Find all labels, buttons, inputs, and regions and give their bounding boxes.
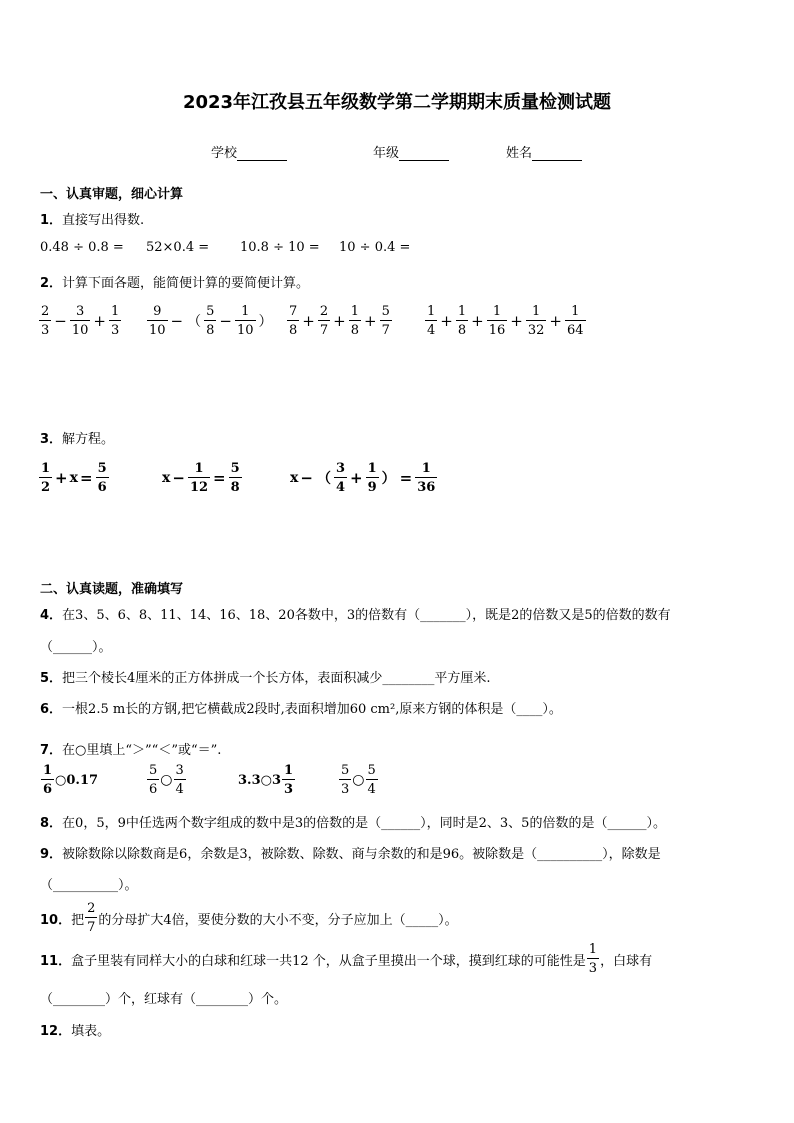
fraction-bar bbox=[174, 779, 186, 780]
numerator: 1 bbox=[367, 461, 377, 476]
text: ○ bbox=[160, 772, 173, 788]
text: 把三个棱长4厘米的正方体拼成一个长方体，表面积减少________平方厘米. bbox=[62, 671, 491, 686]
denominator: 8 bbox=[457, 323, 467, 338]
numerator: 1 bbox=[427, 304, 436, 319]
fraction-bar bbox=[318, 320, 330, 321]
fraction-bar bbox=[39, 320, 51, 321]
text: 5． bbox=[40, 671, 63, 686]
question-5 bbox=[40, 667, 490, 686]
text: 填表。 bbox=[71, 1024, 111, 1039]
operator: （ bbox=[316, 471, 331, 487]
fraction-bar bbox=[349, 320, 361, 321]
denominator: 3 bbox=[284, 782, 294, 797]
fraction bbox=[366, 462, 379, 494]
operator: ） bbox=[381, 471, 396, 487]
fraction-bar bbox=[339, 779, 351, 780]
denominator: 64 bbox=[566, 323, 584, 338]
operator: − bbox=[172, 469, 185, 487]
fraction-bar bbox=[565, 320, 586, 321]
numerator: 5 bbox=[206, 304, 215, 319]
fraction bbox=[85, 902, 97, 934]
denominator: 7 bbox=[381, 323, 390, 338]
fraction bbox=[96, 462, 109, 494]
numerator: 5 bbox=[381, 304, 390, 319]
fraction-bar bbox=[366, 779, 378, 780]
question-10 bbox=[40, 902, 458, 934]
text: 4． bbox=[40, 608, 63, 623]
numerator: 5 bbox=[230, 461, 240, 476]
numerator: 1 bbox=[350, 304, 359, 319]
operator: + bbox=[55, 469, 68, 487]
text: x bbox=[69, 470, 78, 486]
fraction bbox=[147, 764, 159, 796]
text: 7． bbox=[40, 743, 63, 758]
q2-expr-1 bbox=[38, 305, 122, 337]
fraction-bar bbox=[526, 320, 547, 321]
fraction-bar bbox=[282, 779, 295, 780]
text: 6． bbox=[40, 702, 63, 717]
denominator: 6 bbox=[43, 782, 53, 797]
numerator: 5 bbox=[149, 763, 158, 778]
q2-number: 2． bbox=[40, 276, 63, 291]
denominator: 8 bbox=[230, 480, 240, 495]
fraction bbox=[339, 764, 351, 796]
fraction-bar bbox=[188, 477, 210, 478]
text: 9． bbox=[40, 847, 63, 862]
fraction bbox=[425, 305, 437, 337]
operator: − bbox=[300, 469, 313, 487]
school-label: 学校 bbox=[211, 146, 238, 161]
denominator: 3 bbox=[588, 961, 598, 976]
fraction bbox=[565, 305, 586, 337]
operator: + bbox=[510, 312, 523, 330]
q7-item-2 bbox=[146, 764, 187, 796]
numerator: 1 bbox=[457, 304, 467, 319]
denominator: 8 bbox=[350, 323, 359, 338]
fraction-bar bbox=[456, 320, 468, 321]
numerator: 3 bbox=[175, 763, 184, 778]
numerator: 1 bbox=[194, 461, 204, 476]
grade-label: 年级 bbox=[373, 146, 400, 161]
numerator: 3 bbox=[75, 304, 85, 319]
operator: − bbox=[219, 312, 232, 330]
denominator: 16 bbox=[488, 323, 506, 338]
operator: = bbox=[79, 469, 93, 487]
text: 12． bbox=[40, 1024, 72, 1039]
fraction-bar bbox=[235, 320, 256, 321]
question-2 bbox=[40, 272, 309, 291]
fraction bbox=[456, 305, 468, 337]
text: 的分母扩大4倍，要使分数的大小不变，分子应加上（_____）。 bbox=[98, 912, 458, 928]
numerator: 1 bbox=[284, 763, 294, 778]
numerator: 1 bbox=[588, 942, 598, 957]
question-11-line-1 bbox=[40, 943, 652, 975]
numerator: 2 bbox=[319, 304, 329, 319]
fraction-bar bbox=[334, 477, 347, 478]
numerator: 2 bbox=[87, 901, 96, 916]
text: ○0.17 bbox=[55, 772, 99, 788]
fraction bbox=[109, 305, 121, 337]
question-1 bbox=[40, 209, 144, 228]
numerator: 1 bbox=[492, 304, 502, 319]
operator: ） bbox=[258, 314, 273, 330]
denominator: 10 bbox=[71, 323, 89, 338]
question-11-line-2: （________）个，红球有（________）个。 bbox=[40, 992, 288, 1007]
operator: + bbox=[93, 312, 106, 330]
text: 10． bbox=[40, 912, 72, 928]
name-label: 姓名 bbox=[506, 146, 533, 161]
fraction-bar bbox=[229, 477, 242, 478]
operator: + bbox=[440, 312, 453, 330]
q3-equation-1 bbox=[38, 462, 110, 494]
q1-number: 1． bbox=[40, 213, 63, 228]
fraction-bar bbox=[366, 477, 379, 478]
text: ，白球有 bbox=[600, 953, 653, 969]
denominator: 8 bbox=[289, 323, 298, 338]
operator: + bbox=[349, 469, 363, 487]
numerator: 1 bbox=[531, 304, 541, 319]
denominator: 3 bbox=[41, 323, 50, 338]
fraction bbox=[282, 764, 295, 796]
text: x bbox=[290, 470, 299, 486]
fraction-bar bbox=[287, 320, 299, 321]
denominator: 10 bbox=[149, 323, 166, 338]
q1-item-1: 0.48 ÷ 0.8 = bbox=[40, 240, 124, 255]
fraction-bar bbox=[487, 320, 508, 321]
q3-equation-3 bbox=[290, 462, 438, 494]
denominator: 32 bbox=[527, 323, 545, 338]
denominator: 3 bbox=[341, 782, 350, 797]
fraction bbox=[587, 943, 599, 975]
fraction-bar bbox=[425, 320, 437, 321]
q2-expr-4 bbox=[424, 305, 587, 337]
denominator: 4 bbox=[367, 782, 376, 797]
text: 一根2.5 m长的方钢,把它横截成2段时,表面积增加60 cm²,原来方钢的体积是（____）。 bbox=[62, 702, 562, 717]
school-blank[interactable] bbox=[237, 146, 287, 161]
denominator: 36 bbox=[417, 480, 436, 495]
fraction bbox=[174, 764, 186, 796]
denominator: 9 bbox=[367, 480, 377, 495]
text: 11． bbox=[40, 953, 72, 969]
denominator: 4 bbox=[335, 480, 345, 495]
operator: + bbox=[549, 312, 562, 330]
operator: + bbox=[471, 312, 484, 330]
q2-expr-3 bbox=[286, 305, 393, 337]
operator: = bbox=[213, 469, 226, 487]
name-blank[interactable] bbox=[532, 146, 582, 161]
fraction-bar bbox=[587, 958, 599, 959]
fraction bbox=[349, 305, 361, 337]
numerator: 1 bbox=[43, 763, 53, 778]
text: x bbox=[162, 470, 171, 486]
numerator: 1 bbox=[110, 304, 120, 319]
question-4-line-1 bbox=[40, 604, 671, 623]
name-field[interactable] bbox=[506, 142, 582, 161]
fraction bbox=[318, 305, 330, 337]
grade-blank[interactable] bbox=[399, 146, 449, 161]
q3-text: 解方程。 bbox=[62, 432, 115, 447]
text: 在○里填上“＞”“＜”或“＝”. bbox=[62, 743, 222, 758]
fraction bbox=[70, 305, 91, 337]
text: 在0，5，9中任选两个数字组成的数中是3的倍数的是（______），同时是2、3、5的倍数的是（______）。 bbox=[62, 816, 666, 831]
numerator: 1 bbox=[241, 304, 250, 319]
fraction bbox=[204, 305, 216, 337]
text: ○ bbox=[352, 772, 365, 788]
fraction bbox=[415, 462, 437, 494]
fraction-bar bbox=[380, 320, 392, 321]
denominator: 4 bbox=[427, 323, 436, 338]
operator: + bbox=[333, 312, 346, 330]
denominator: 3 bbox=[110, 323, 120, 338]
question-3 bbox=[40, 428, 114, 447]
q2-text: 计算下面各题，能简便计算的要简便计算。 bbox=[62, 276, 310, 291]
fraction-bar bbox=[70, 320, 91, 321]
q7-item-3 bbox=[238, 764, 296, 796]
fraction bbox=[39, 305, 51, 337]
denominator: 12 bbox=[189, 480, 209, 495]
q3-number: 3． bbox=[40, 432, 63, 447]
fraction bbox=[526, 305, 547, 337]
operator: + bbox=[364, 312, 377, 330]
text: 在3、5、6、8、11、14、16、18、20各数中，3的倍数有（_______），既是2的倍数又是5的倍数的数有 bbox=[62, 608, 671, 623]
operator: + bbox=[302, 312, 315, 330]
operator: − bbox=[54, 312, 67, 330]
operator: − bbox=[170, 312, 184, 330]
denominator: 8 bbox=[206, 323, 215, 338]
fraction-bar bbox=[204, 320, 216, 321]
numerator: 9 bbox=[153, 304, 162, 319]
fraction bbox=[487, 305, 508, 337]
fraction-bar bbox=[147, 779, 159, 780]
question-6 bbox=[40, 698, 562, 717]
fraction bbox=[380, 305, 392, 337]
operator: = bbox=[399, 469, 413, 487]
fraction bbox=[188, 462, 210, 494]
section-1-heading: 一、认真审题，细心计算 bbox=[40, 187, 184, 202]
fraction bbox=[287, 305, 299, 337]
question-12 bbox=[40, 1020, 110, 1039]
fraction-bar bbox=[147, 320, 168, 321]
q1-item-3: 10.8 ÷ 10 = bbox=[240, 240, 320, 255]
fraction-bar bbox=[41, 779, 54, 780]
question-4-line-2: （______）。 bbox=[40, 640, 112, 655]
fraction bbox=[41, 764, 54, 796]
fraction-bar bbox=[109, 320, 121, 321]
q3-equation-2 bbox=[162, 462, 243, 494]
denominator: 2 bbox=[41, 480, 51, 495]
numerator: 5 bbox=[97, 461, 107, 476]
fraction bbox=[334, 462, 347, 494]
denominator: 4 bbox=[175, 782, 184, 797]
q7-item-1 bbox=[40, 764, 98, 796]
question-9-line-2: （__________）。 bbox=[40, 878, 138, 893]
text: 8． bbox=[40, 816, 63, 831]
fraction bbox=[235, 305, 256, 337]
question-7 bbox=[40, 739, 221, 758]
question-8 bbox=[40, 812, 666, 831]
numerator: 1 bbox=[421, 461, 431, 476]
text: 被除数除以除数商是6，余数是3，被除数、除数、商与余数的和是96。被除数是（__________），除数是 bbox=[62, 847, 661, 862]
fraction-bar bbox=[96, 477, 109, 478]
denominator: 6 bbox=[149, 782, 158, 797]
numerator: 7 bbox=[289, 304, 298, 319]
text: 把 bbox=[71, 912, 85, 928]
q7-item-4 bbox=[338, 764, 379, 796]
fraction-bar bbox=[39, 477, 52, 478]
fraction-bar bbox=[85, 917, 97, 918]
question-9-line-1 bbox=[40, 843, 661, 862]
text: 3.3○3 bbox=[238, 772, 282, 788]
fraction bbox=[366, 764, 378, 796]
numerator: 3 bbox=[335, 461, 345, 476]
denominator: 6 bbox=[97, 480, 107, 495]
fraction bbox=[229, 462, 242, 494]
text: 盒子里装有同样大小的白球和红球一共12 个，从盒子里摸出一个球，摸到红球的可能性是 bbox=[71, 953, 586, 969]
section-2-heading: 二、认真读题，准确填写 bbox=[40, 582, 184, 597]
q1-item-4: 10 ÷ 0.4 = bbox=[339, 240, 411, 255]
numerator: 2 bbox=[41, 304, 50, 319]
numerator: 5 bbox=[367, 763, 376, 778]
numerator: 1 bbox=[41, 461, 51, 476]
numerator: 1 bbox=[571, 304, 580, 319]
page-title: 2023年江孜县五年级数学第二学期期末质量检测试题 bbox=[182, 92, 612, 113]
fraction-bar bbox=[415, 477, 437, 478]
fraction bbox=[147, 305, 168, 337]
fraction bbox=[39, 462, 52, 494]
denominator: 7 bbox=[319, 323, 329, 338]
numerator: 5 bbox=[341, 763, 350, 778]
denominator: 7 bbox=[87, 920, 96, 935]
q2-expr-2 bbox=[146, 305, 275, 337]
denominator: 10 bbox=[236, 323, 254, 338]
q1-text: 直接写出得数. bbox=[62, 213, 145, 228]
q1-item-2: 52×0.4 = bbox=[146, 240, 210, 255]
school-field[interactable] bbox=[211, 142, 287, 161]
grade-field[interactable] bbox=[373, 142, 449, 161]
operator: （ bbox=[187, 314, 202, 330]
